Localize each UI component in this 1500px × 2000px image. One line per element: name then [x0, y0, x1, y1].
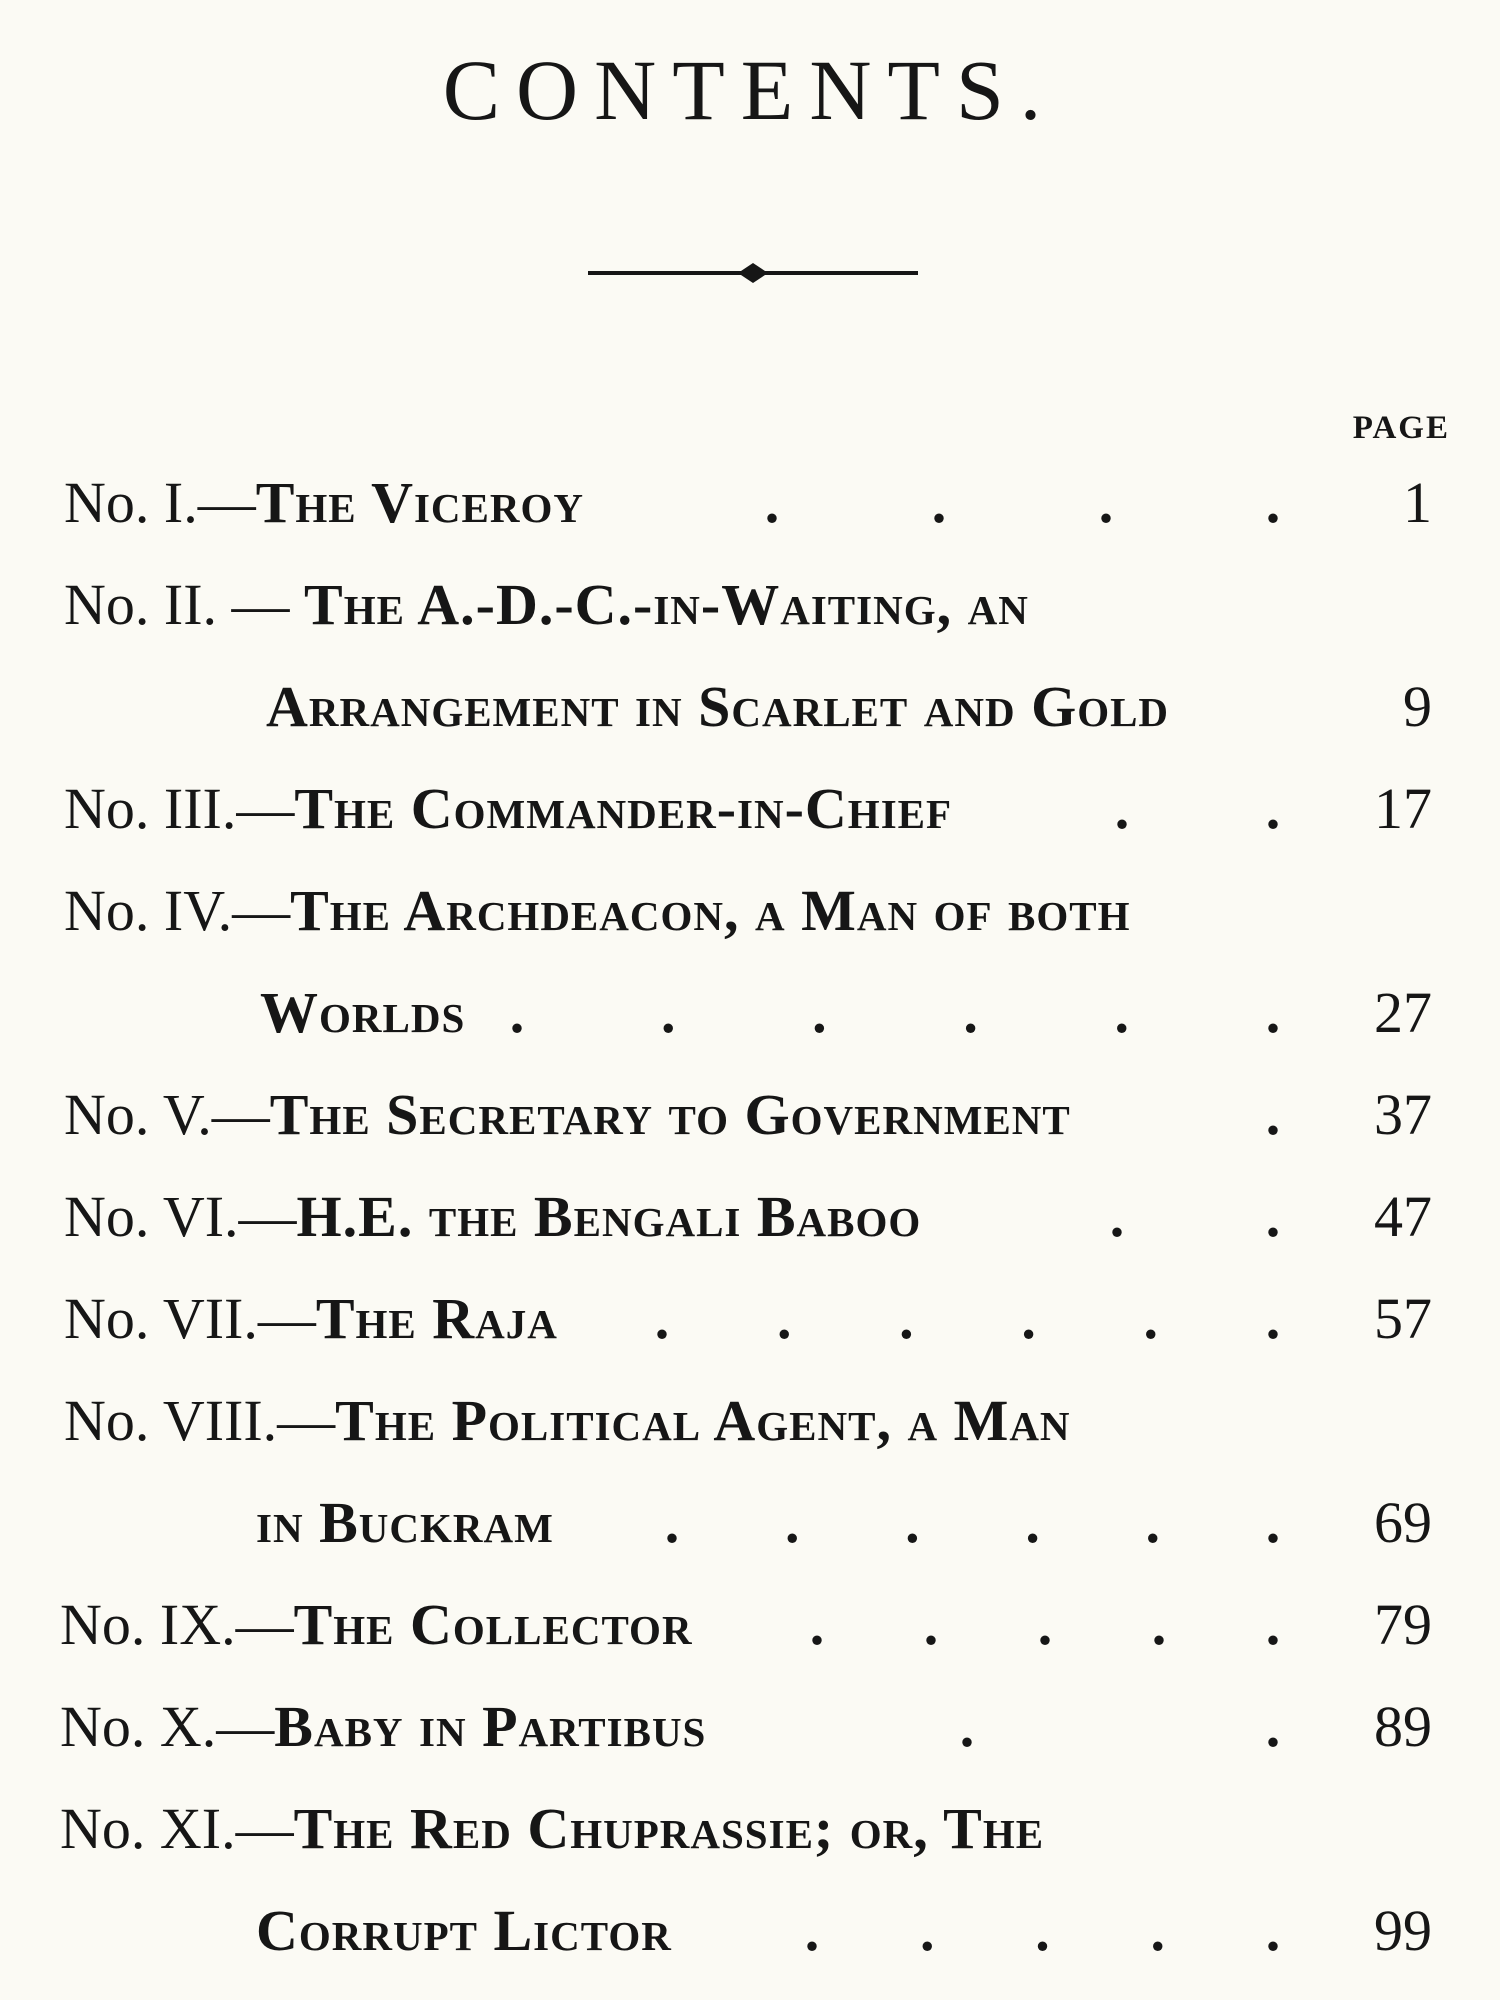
leader-dot: . [1265, 1082, 1281, 1147]
page-number: 69 [1374, 1490, 1432, 1555]
leader-dot: . [1143, 1286, 1158, 1351]
leader-dot: . [764, 470, 780, 535]
page-number: 89 [1374, 1694, 1432, 1759]
chapter-title: Baby in Partibus [274, 1694, 707, 1759]
leader-dot: . [1265, 1694, 1281, 1759]
chapter-number: No. IX.— [60, 1592, 294, 1657]
toc-entry [0, 1886, 1500, 1976]
page-heading: CONTENTS. [442, 42, 1058, 138]
leader-dot: . [509, 980, 525, 1045]
leader-dot: . [664, 1490, 680, 1555]
chapter-title: The Commander-in-Chief [294, 776, 953, 841]
leader-dot: . [1265, 1592, 1281, 1657]
chapter-title: The Raja [315, 1286, 558, 1351]
toc-entry [0, 764, 1500, 854]
page-number: 47 [1374, 1184, 1432, 1249]
toc-entry-text [60, 1580, 693, 1670]
leader-dot: . [776, 1286, 792, 1351]
page-number: 57 [1374, 1286, 1432, 1351]
page-number: 27 [1374, 980, 1432, 1045]
leader-dot: . [899, 1286, 914, 1351]
ornament-divider [588, 258, 918, 288]
leader-dot: . [959, 1694, 975, 1759]
toc-entry-text [64, 1274, 558, 1364]
leader-dot: . [1265, 1184, 1281, 1249]
leader-dot: . [1025, 1490, 1040, 1555]
chapter-number: No. III.— [64, 776, 295, 841]
chapter-title: The Collector [293, 1592, 693, 1657]
toc-entry [0, 1478, 1500, 1568]
toc-entry [0, 1376, 1500, 1466]
chapter-number: No. VII.— [64, 1286, 316, 1351]
chapter-title: The Viceroy [255, 470, 584, 535]
leader-dot: . [1109, 1184, 1125, 1249]
toc-entry-text [64, 866, 1130, 956]
toc-entry [0, 1784, 1500, 1874]
toc-entry [0, 1172, 1500, 1262]
chapter-title: H.E. the Bengali Baboo [296, 1184, 922, 1249]
leader-dot: . [1265, 776, 1281, 841]
toc-entry-text [256, 1478, 554, 1568]
chapter-title: Arrangement in Scarlet and Gold [266, 674, 1170, 739]
toc-entry-text [64, 458, 584, 548]
toc-entry [0, 458, 1500, 548]
leader-dot: . [804, 1898, 820, 1963]
leader-dot: . [1151, 1592, 1167, 1657]
dot-leader [1255, 1070, 1285, 1160]
chapter-number: No. VIII.— [64, 1388, 336, 1453]
leader-dot: . [1265, 1490, 1281, 1555]
page-number: 79 [1374, 1592, 1432, 1657]
page-column-label: PAGE [1352, 410, 1450, 446]
leader-dot: . [1265, 980, 1281, 1045]
toc-entry-text [64, 764, 952, 854]
leader-dot: . [1021, 1286, 1036, 1351]
dot-leader [760, 458, 1285, 548]
chapter-number: No. VI.— [64, 1184, 297, 1249]
chapter-title: Corrupt Lictor [256, 1898, 672, 1963]
leader-dot: . [920, 1898, 935, 1963]
toc-entry [0, 968, 1500, 1058]
toc-entry [0, 1070, 1500, 1160]
dot-leader [1110, 764, 1285, 854]
dot-leader [650, 1274, 1285, 1364]
dot-leader [955, 1682, 1285, 1772]
chapter-number: No. V.— [64, 1082, 270, 1147]
leader-dot: . [1037, 1592, 1053, 1657]
chapter-title: The Archdeacon, a Man of both [290, 878, 1131, 943]
leader-dot: . [809, 1592, 825, 1657]
leader-dot: . [1265, 1898, 1281, 1963]
leader-dot: . [1265, 470, 1281, 535]
dot-leader [505, 968, 1285, 1058]
page-number: 9 [1403, 674, 1432, 739]
toc-entry-text [64, 560, 1029, 650]
toc-entry-text [64, 1070, 1071, 1160]
leader-dot: . [931, 470, 947, 535]
leader-dot: . [1114, 980, 1129, 1045]
page-number: 99 [1374, 1898, 1432, 1963]
dot-leader [805, 1580, 1285, 1670]
leader-dot: . [1098, 470, 1114, 535]
leader-dot: . [812, 980, 827, 1045]
leader-dot: . [923, 1592, 939, 1657]
chapter-title: Worlds [260, 980, 466, 1045]
chapter-number: No. X.— [60, 1694, 275, 1759]
leader-dot: . [905, 1490, 920, 1555]
toc-entry [0, 1580, 1500, 1670]
leader-dot: . [660, 980, 676, 1045]
chapter-title: The Red Chuprassie; or, The [293, 1796, 1045, 1861]
leader-dot: . [963, 980, 978, 1045]
toc-entry [0, 662, 1500, 752]
dot-leader [800, 1886, 1285, 1976]
chapter-title: in Buckram [256, 1490, 554, 1555]
leader-dot: . [1114, 776, 1130, 841]
chapter-number: No. I.— [64, 470, 256, 535]
chapter-number: No. II. — [64, 572, 305, 637]
toc-entry-text [64, 1376, 1071, 1466]
leader-dot: . [1145, 1490, 1160, 1555]
chapter-title: The Political Agent, a Man [335, 1388, 1071, 1453]
toc-entry [0, 866, 1500, 956]
leader-dot: . [1035, 1898, 1050, 1963]
toc-entry [0, 560, 1500, 650]
toc-entry-text [64, 1172, 921, 1262]
dot-leader [660, 1478, 1285, 1568]
toc-entry-text [256, 1886, 672, 1976]
toc-entry [0, 1274, 1500, 1364]
page-number: 1 [1403, 470, 1432, 535]
toc-entry-text [60, 1682, 706, 1772]
page-number: 37 [1374, 1082, 1432, 1147]
leader-dot: . [654, 1286, 670, 1351]
chapter-number: No. XI.— [60, 1796, 294, 1861]
leader-dot: . [784, 1490, 800, 1555]
toc-entry-text [60, 1784, 1044, 1874]
page-number: 17 [1374, 776, 1432, 841]
chapter-title: The A.-D.-C.-in-Waiting, an [304, 572, 1029, 637]
dot-leader [1105, 1172, 1285, 1262]
toc-entry-text [260, 968, 465, 1058]
toc-entry [0, 1682, 1500, 1772]
leader-dot: . [1265, 1286, 1281, 1351]
chapter-title: The Secretary to Government [269, 1082, 1071, 1147]
chapter-number: No. IV.— [64, 878, 291, 943]
leader-dot: . [1150, 1898, 1165, 1963]
toc-entry-text [266, 662, 1169, 752]
